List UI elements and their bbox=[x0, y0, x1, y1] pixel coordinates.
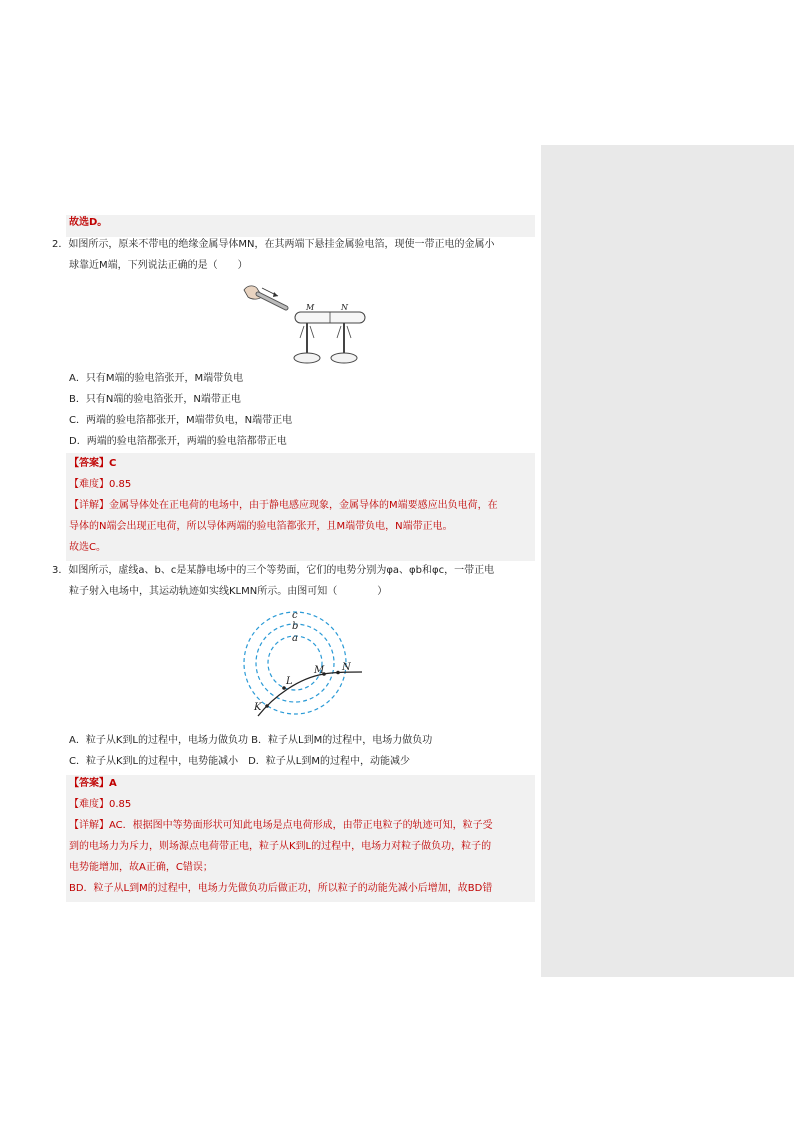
comment-panel bbox=[541, 145, 794, 977]
q2-detail-line2: 导体的N端会出现正电荷，所以导体两端的验电箔都张开，且M端带负电，N端带正电。 bbox=[69, 521, 453, 532]
q2-option-a: A．只有M端的验电箔张开，M端带负电 bbox=[69, 373, 244, 384]
q2-figure-electroscope bbox=[240, 280, 370, 370]
q3-fig-label-n: N bbox=[342, 662, 351, 673]
q3-fig-label-b: b bbox=[292, 621, 299, 632]
q3-answer: 【答案】A bbox=[69, 778, 117, 789]
q3-stem-line1: 3．如图所示，虚线a、b、c是某静电场中的三个等势面，它们的电势分别为φa、φb和φc，一带正电 bbox=[52, 565, 495, 576]
q2-answer: 【答案】C bbox=[69, 458, 117, 469]
q2-fig-label-n: N bbox=[341, 303, 348, 312]
q3-fig-label-a: a bbox=[292, 633, 298, 644]
q2-difficulty: 【难度】0.85 bbox=[69, 479, 132, 490]
q3-options-line1: A．粒子从K到L的过程中，电场力做负功 B．粒子从L到M的过程中，电场力做负功 bbox=[69, 735, 433, 746]
q2-fig-label-m: M bbox=[306, 303, 315, 312]
q2-stem-line2: 球靠近M端，下列说法正确的是（ ） bbox=[69, 260, 248, 271]
q3-detail-line3: 电势能增加，故A正确，C错误； bbox=[69, 862, 213, 873]
q2-detail-line1: 【详解】金属导体处在正电荷的电场中，由于静电感应现象，金属导体的M端要感应出负电荷，在 bbox=[69, 500, 498, 511]
answer-block-q1-tail bbox=[66, 215, 535, 237]
q3-fig-label-c: c bbox=[292, 610, 298, 621]
q3-detail-line1: 【详解】AC．根据图中等势面形状可知此电场是点电荷形成，由带正电粒子的轨迹可知，粒子受 bbox=[69, 820, 493, 831]
q3-detail-line2: 到的电场力为斥力，则场源点电荷带正电，粒子从K到L的过程中，电场力对粒子做负功，粒子的 bbox=[69, 841, 492, 852]
q2-option-d: D．两端的验电箔都张开，两端的验电箔都带正电 bbox=[69, 436, 287, 447]
q3-detail-line4: BD．粒子从L到M的过程中，电场力先做负功后做正功，所以粒子的动能先减小后增加，故BD错 bbox=[69, 883, 493, 894]
q3-difficulty: 【难度】0.85 bbox=[69, 799, 132, 810]
q3-fig-label-k: K bbox=[254, 702, 262, 713]
q3-fig-label-m: M bbox=[314, 665, 325, 676]
q3-stem-line2: 粒子射入电场中，其运动轨迹如实线KLMN所示。由图可知（ ） bbox=[69, 586, 388, 597]
q1-conclusion: 故选D。 bbox=[69, 217, 108, 228]
q2-option-b: B．只有N端的验电箔张开，N端带正电 bbox=[69, 394, 241, 405]
q3-options-line2: C．粒子从K到L的过程中，电势能减小 D．粒子从L到M的过程中，动能减少 bbox=[69, 756, 411, 767]
q3-fig-label-l: L bbox=[286, 676, 293, 687]
q2-stem-line1: 2．如图所示，原来不带电的绝缘金属导体MN，在其两端下悬挂金属验电箔，现使一带正电的金属小 bbox=[52, 239, 495, 250]
q3-figure-equipotential bbox=[244, 606, 364, 722]
q2-option-c: C．两端的验电箔都张开，M端带负电，N端带正电 bbox=[69, 415, 293, 426]
q2-conclusion: 故选C。 bbox=[69, 542, 106, 553]
